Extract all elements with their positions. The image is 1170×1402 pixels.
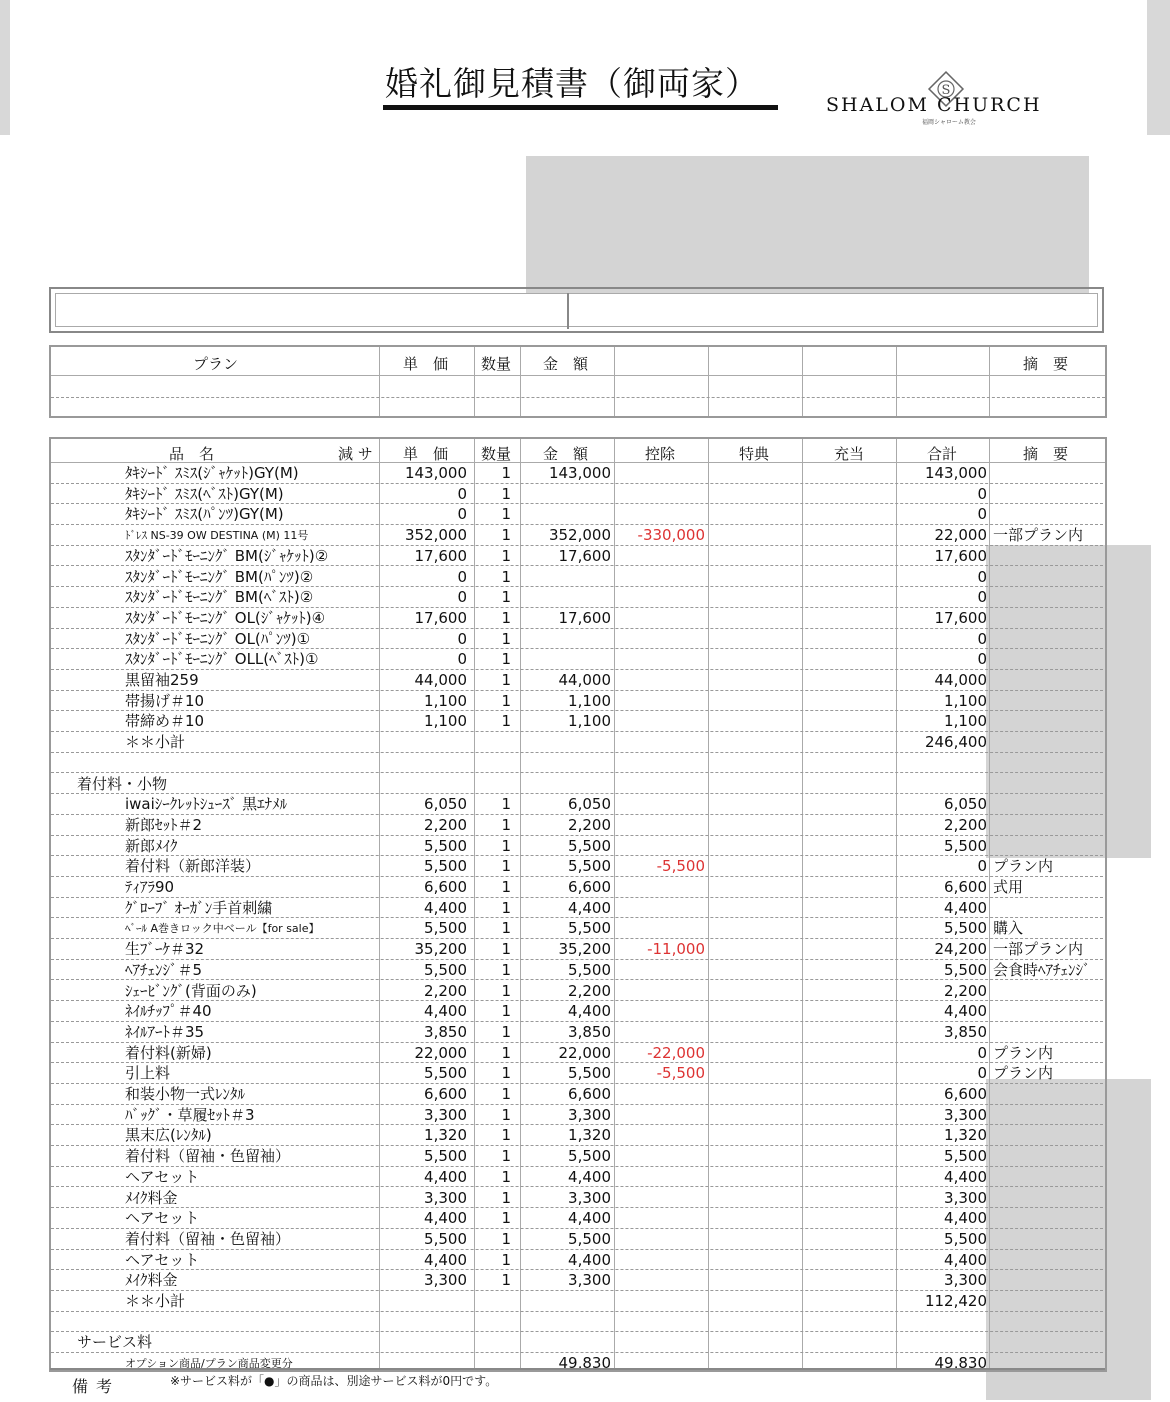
- item-amount: 5,500: [568, 1064, 611, 1083]
- plan-table: [49, 345, 1107, 418]
- table-row: [51, 1043, 1103, 1064]
- item-amount: 6,600: [568, 878, 611, 896]
- item-name: ﾈｲﾙﾁｯﾌﾟ＃40: [125, 1002, 212, 1021]
- table-row: [51, 1208, 1103, 1229]
- item-name: ｸﾞﾛｰﾌﾞ ｵｰｶﾞﾝ手首刺繍: [125, 898, 273, 917]
- item-total: 0: [977, 650, 987, 669]
- item-unit-price: 22,000: [414, 1043, 467, 1062]
- item-quantity: 1: [501, 650, 511, 669]
- item-quantity: 1: [501, 1126, 511, 1145]
- item-total: 6,600: [944, 878, 987, 896]
- item-deduction: -330,000: [637, 526, 705, 545]
- item-quantity: 1: [501, 1022, 511, 1041]
- table-row: [51, 939, 1103, 960]
- item-total: 0: [977, 505, 987, 524]
- item-amount: 5,500: [568, 857, 611, 876]
- item-deduction: -22,000: [647, 1043, 705, 1062]
- item-quantity: 1: [501, 815, 511, 834]
- table-row: [51, 525, 1103, 546]
- remarks-label: 備考: [72, 1377, 121, 1396]
- item-total: 49,830: [934, 1354, 987, 1372]
- item-total: 24,200: [934, 940, 987, 959]
- scan-edge-right: [1147, 0, 1170, 135]
- table-row: [51, 649, 1103, 670]
- table-row: [51, 691, 1103, 712]
- table-row: [51, 794, 1103, 815]
- table-row: [51, 567, 1103, 588]
- item-unit-price: 4,400: [424, 1002, 467, 1021]
- item-unit-price: 3,300: [424, 1105, 467, 1124]
- blank-area: [0, 135, 10, 290]
- item-total: 17,600: [934, 546, 987, 565]
- table-row: [51, 1229, 1103, 1250]
- item-unit-price: 1,100: [424, 712, 467, 731]
- item-total: 246,400: [924, 733, 987, 752]
- table-row: [51, 1291, 1103, 1312]
- item-name: 生ﾌﾞｰｹ＃32: [125, 940, 205, 959]
- item-name: ﾍﾞｰﾙ A巻きロック中ベール【for sale】: [125, 922, 320, 936]
- item-name: オプション商品/プラン商品変更分: [125, 1357, 293, 1371]
- item-quantity: 1: [501, 1271, 511, 1290]
- item-name: 新郎ﾒｲｸ: [125, 836, 178, 855]
- item-total: 3,300: [944, 1188, 987, 1207]
- table-row: [51, 670, 1103, 691]
- item-quantity: 1: [501, 1085, 511, 1103]
- item-unit-price: 44,000: [414, 671, 467, 689]
- item-unit-price: 1,320: [424, 1126, 467, 1145]
- item-name: 引上料: [125, 1064, 171, 1083]
- item-name: ｽﾀﾝﾀﾞｰﾄﾞﾓｰﾆﾝｸﾞ BM(ｼﾞｬｹｯﾄ)②: [125, 546, 329, 565]
- item-amount: 17,600: [558, 546, 611, 565]
- item-unit-price: 17,600: [414, 608, 467, 627]
- item-quantity: 1: [501, 567, 511, 586]
- table-row: [51, 711, 1103, 732]
- table-row: [51, 1250, 1103, 1271]
- item-unit-price: 0: [457, 505, 467, 524]
- remarks-text: ※サービス料が「●」の商品は、別途サービス料が0円です。: [170, 1374, 498, 1388]
- item-total: 4,400: [944, 1002, 987, 1021]
- item-unit-price: 143,000: [404, 464, 467, 482]
- item-unit-price: 2,200: [424, 981, 467, 1000]
- item-name: 新郎ｾｯﾄ＃2: [125, 815, 203, 834]
- item-quantity: 1: [501, 836, 511, 855]
- item-name: ﾍｱﾁｪﾝｼﾞ＃5: [125, 960, 203, 979]
- item-unit-price: 6,600: [424, 1085, 467, 1103]
- item-total: 5,500: [944, 1147, 987, 1166]
- item-amount: 3,300: [568, 1105, 611, 1124]
- item-total: 2,200: [944, 981, 987, 1000]
- item-total: 4,400: [944, 1209, 987, 1228]
- item-total: 1,100: [944, 712, 987, 731]
- item-quantity: 1: [501, 919, 511, 938]
- table-row: [51, 1167, 1103, 1188]
- item-quantity: 1: [501, 1147, 511, 1166]
- item-unit-price: 35,200: [414, 940, 467, 959]
- item-unit-price: 352,000: [404, 526, 467, 545]
- item-quantity: 1: [501, 484, 511, 503]
- item-unit-price: 5,500: [424, 857, 467, 876]
- item-amount: 17,600: [558, 608, 611, 627]
- item-quantity: 1: [501, 960, 511, 979]
- item-unit-price: 0: [457, 588, 467, 607]
- item-unit-price: 3,300: [424, 1188, 467, 1207]
- table-row: [51, 877, 1103, 898]
- item-quantity: 1: [501, 940, 511, 959]
- plan-header-qty: 数量: [481, 355, 512, 373]
- item-quantity: 1: [501, 1167, 511, 1186]
- item-quantity: 1: [501, 691, 511, 710]
- item-amount: 2,200: [568, 815, 611, 834]
- item-total: 5,500: [944, 1229, 987, 1248]
- items-header-price: 単 価: [403, 445, 449, 463]
- table-row: [51, 1312, 1103, 1333]
- item-total: 22,000: [934, 526, 987, 545]
- item-name: サービス料: [77, 1333, 153, 1352]
- table-row: [51, 608, 1103, 629]
- plan-header-plan: プラン: [193, 355, 239, 373]
- table-row: [51, 1001, 1103, 1022]
- items-header-name: 品 名: [169, 445, 215, 463]
- table-row: [51, 815, 1103, 836]
- item-unit-price: 0: [457, 629, 467, 648]
- item-name: 着付料(新婦): [125, 1043, 212, 1062]
- title-underline: [383, 105, 778, 110]
- item-amount: 44,000: [558, 671, 611, 689]
- item-name: ﾀｷｼｰﾄﾞ ｽﾐｽ(ﾊﾟﾝﾂ)GY(M): [125, 505, 284, 524]
- item-name: ﾊﾞｯｸﾞ・草履ｾｯﾄ＃3: [125, 1105, 255, 1124]
- items-header-deduction: 控除: [645, 445, 676, 463]
- item-amount: 3,300: [568, 1271, 611, 1290]
- item-name: 着付料・小物: [77, 774, 168, 793]
- items-header-reduce: 減 サ: [338, 445, 373, 463]
- item-total: 143,000: [924, 464, 987, 482]
- table-row: [51, 546, 1103, 567]
- item-unit-price: 3,850: [424, 1022, 467, 1041]
- item-name: ﾒｲｸ料金: [125, 1188, 178, 1207]
- item-quantity: 1: [501, 608, 511, 627]
- item-total: 0: [977, 629, 987, 648]
- item-unit-price: 2,200: [424, 815, 467, 834]
- item-name: ﾃｨｱﾗ90: [125, 878, 175, 896]
- table-row: [51, 1022, 1103, 1043]
- item-quantity: 1: [501, 1188, 511, 1207]
- item-unit-price: 5,500: [424, 919, 467, 938]
- item-unit-price: 17,600: [414, 546, 467, 565]
- table-row: [51, 504, 1103, 525]
- table-row: [51, 981, 1103, 1002]
- item-name: ﾀｷｼｰﾄﾞ ｽﾐｽ(ﾍﾞｽﾄ)GY(M): [125, 484, 284, 503]
- item-note: 一部プラン内: [993, 526, 1084, 545]
- item-amount: 3,850: [568, 1022, 611, 1041]
- item-note: プラン内: [993, 857, 1054, 876]
- item-unit-price: 0: [457, 484, 467, 503]
- item-amount: 22,000: [558, 1043, 611, 1062]
- item-quantity: 1: [501, 898, 511, 917]
- item-unit-price: 1,100: [424, 691, 467, 710]
- item-unit-price: 6,600: [424, 878, 467, 896]
- item-name: ヘアセット: [125, 1167, 200, 1186]
- item-amount: 6,050: [568, 795, 611, 814]
- item-quantity: 1: [501, 712, 511, 731]
- table-row: [51, 1146, 1103, 1167]
- table-row: [51, 1105, 1103, 1126]
- item-name: ﾒｲｸ料金: [125, 1271, 178, 1290]
- item-name: 帯揚げ＃10: [125, 691, 205, 710]
- item-quantity: 1: [501, 981, 511, 1000]
- item-name: ｽﾀﾝﾀﾞｰﾄﾞﾓｰﾆﾝｸﾞ OL(ﾊﾟﾝﾂ)①: [125, 629, 311, 648]
- table-row: [51, 898, 1103, 919]
- item-unit-price: 4,400: [424, 1250, 467, 1269]
- table-row: [51, 629, 1103, 650]
- item-total: 3,300: [944, 1105, 987, 1124]
- item-unit-price: 4,400: [424, 1167, 467, 1186]
- items-header-note: 摘 要: [1023, 445, 1069, 463]
- item-name: iwaiｼｰｸﾚｯﾄｼｭｰｽﾞ 黒ｴﾅﾒﾙ: [125, 795, 288, 814]
- item-amount: 4,400: [568, 1250, 611, 1269]
- remarks-row: [50, 1368, 1105, 1402]
- table-row: [51, 587, 1103, 608]
- item-unit-price: 4,400: [424, 898, 467, 917]
- items-header-benefit: 特典: [739, 445, 770, 463]
- items-header-amount: 金 額: [543, 445, 589, 463]
- item-unit-price: 6,050: [424, 795, 467, 814]
- table-row: [51, 1332, 1103, 1353]
- item-total: 6,600: [944, 1085, 987, 1103]
- logo-text: SHALOM CHURCH: [826, 94, 1042, 116]
- item-total: 3,300: [944, 1271, 987, 1290]
- item-quantity: 1: [501, 1250, 511, 1269]
- item-name: ﾈｲﾙｱｰﾄ＃35: [125, 1022, 205, 1041]
- item-name: 黒末広(ﾚﾝﾀﾙ): [125, 1126, 212, 1145]
- items-header-allocation: 充当: [834, 445, 865, 463]
- item-amount: 4,400: [568, 1209, 611, 1228]
- table-row: [51, 856, 1103, 877]
- logo-subtext: 福岡シャローム教会: [922, 119, 976, 126]
- item-name: 帯締め＃10: [125, 712, 205, 731]
- logo-mark-letter: S: [941, 83, 951, 98]
- item-unit-price: 0: [457, 567, 467, 586]
- items-header-qty: 数量: [481, 445, 512, 463]
- table-row: [51, 1188, 1103, 1209]
- plan-header-amount: 金 額: [543, 355, 589, 373]
- item-name: 着付料（留袖・色留袖）: [125, 1147, 291, 1166]
- item-total: 44,000: [934, 671, 987, 689]
- table-row: [51, 918, 1103, 939]
- table-row: [51, 836, 1103, 857]
- item-amount: 4,400: [568, 1002, 611, 1021]
- item-name: ﾄﾞﾚｽ NS-39 OW DESTINA (M) 11号: [125, 529, 309, 543]
- item-name: 和装小物一式ﾚﾝﾀﾙ: [125, 1085, 246, 1103]
- table-row: [51, 1125, 1103, 1146]
- document-title: 婚礼御見積書（御両家）: [385, 64, 759, 103]
- item-name: 黒留袖259: [125, 671, 199, 689]
- item-total: 3,850: [944, 1022, 987, 1041]
- table-row: [51, 774, 1103, 795]
- item-quantity: 1: [501, 526, 511, 545]
- item-amount: 5,500: [568, 1229, 611, 1248]
- item-amount: 5,500: [568, 960, 611, 979]
- table-row: [51, 960, 1103, 981]
- item-note: 会食時ﾍｱﾁｪﾝｼﾞ: [993, 960, 1091, 979]
- item-note: プラン内: [993, 1064, 1054, 1083]
- item-name: ＊＊小計: [125, 733, 186, 752]
- item-name: ヘアセット: [125, 1250, 200, 1269]
- item-total: 4,400: [944, 898, 987, 917]
- item-quantity: 1: [501, 671, 511, 689]
- item-amount: 352,000: [548, 526, 611, 545]
- item-total: 0: [977, 588, 987, 607]
- item-quantity: 1: [501, 546, 511, 565]
- item-amount: 3,300: [568, 1188, 611, 1207]
- item-unit-price: 4,400: [424, 1209, 467, 1228]
- item-deduction: -5,500: [656, 857, 705, 876]
- scan-edge-left: [0, 0, 10, 135]
- item-amount: 1,100: [568, 691, 611, 710]
- item-amount: 143,000: [548, 464, 611, 482]
- item-quantity: 1: [501, 1229, 511, 1248]
- item-name: ｼｪｰﾋﾞﾝｸﾞ(背面のみ): [125, 981, 257, 1000]
- table-row: [51, 484, 1103, 505]
- item-quantity: 1: [501, 1105, 511, 1124]
- item-total: 5,500: [944, 836, 987, 855]
- item-amount: 2,200: [568, 981, 611, 1000]
- item-amount: 5,500: [568, 1147, 611, 1166]
- table-row: [51, 463, 1103, 484]
- item-note: 式用: [993, 878, 1024, 896]
- table-row: [51, 1270, 1103, 1291]
- item-name: ｽﾀﾝﾀﾞｰﾄﾞﾓｰﾆﾝｸﾞ OLL(ﾍﾞｽﾄ)①: [125, 650, 319, 669]
- table-row: [51, 753, 1103, 774]
- item-quantity: 1: [501, 1002, 511, 1021]
- plan-header-note: 摘 要: [1023, 355, 1069, 373]
- item-note: プラン内: [993, 1043, 1054, 1062]
- item-quantity: 1: [501, 1064, 511, 1083]
- item-name: ヘアセット: [125, 1209, 200, 1228]
- items-header-total: 合計: [927, 445, 958, 463]
- item-name: ＊＊小計: [125, 1292, 186, 1310]
- item-name: 着付料（留袖・色留袖）: [125, 1229, 291, 1248]
- item-total: 17,600: [934, 608, 987, 627]
- item-amount: 35,200: [558, 940, 611, 959]
- item-unit-price: 3,300: [424, 1271, 467, 1290]
- item-amount: 49,830: [558, 1354, 611, 1372]
- item-deduction: -5,500: [656, 1064, 705, 1083]
- item-quantity: 1: [501, 464, 511, 482]
- item-unit-price: 5,500: [424, 836, 467, 855]
- item-amount: 4,400: [568, 1167, 611, 1186]
- item-quantity: 1: [501, 505, 511, 524]
- item-name: ｽﾀﾝﾀﾞｰﾄﾞﾓｰﾆﾝｸﾞ OL(ｼﾞｬｹｯﾄ)④: [125, 608, 326, 627]
- redaction-block: [526, 156, 1089, 294]
- item-quantity: 1: [501, 629, 511, 648]
- item-total: 4,400: [944, 1167, 987, 1186]
- item-amount: 5,500: [568, 836, 611, 855]
- item-note: 購入: [993, 919, 1024, 938]
- item-name: ｽﾀﾝﾀﾞｰﾄﾞﾓｰﾆﾝｸﾞ BM(ﾊﾟﾝﾂ)②: [125, 567, 314, 586]
- item-unit-price: 0: [457, 650, 467, 669]
- item-amount: 5,500: [568, 919, 611, 938]
- item-name: ｽﾀﾝﾀﾞｰﾄﾞﾓｰﾆﾝｸﾞ BM(ﾍﾞｽﾄ)②: [125, 588, 314, 607]
- item-unit-price: 5,500: [424, 1064, 467, 1083]
- item-total: 5,500: [944, 960, 987, 979]
- item-total: 0: [977, 857, 987, 876]
- item-total: 5,500: [944, 919, 987, 938]
- address-box: [49, 287, 1104, 333]
- item-amount: 1,100: [568, 712, 611, 731]
- item-total: 0: [977, 1064, 987, 1083]
- item-unit-price: 5,500: [424, 1229, 467, 1248]
- item-unit-price: 5,500: [424, 960, 467, 979]
- items-table: [49, 437, 1107, 1372]
- item-note: 一部プラン内: [993, 940, 1084, 959]
- item-total: 1,320: [944, 1126, 987, 1145]
- item-unit-price: 5,500: [424, 1147, 467, 1166]
- item-deduction: -11,000: [647, 940, 705, 959]
- item-name: 着付料（新郎洋装）: [125, 857, 261, 876]
- item-quantity: 1: [501, 588, 511, 607]
- item-quantity: 1: [501, 878, 511, 896]
- item-amount: 1,320: [568, 1126, 611, 1145]
- item-amount: 6,600: [568, 1085, 611, 1103]
- table-row: [51, 732, 1103, 753]
- table-row: [51, 1063, 1103, 1084]
- item-total: 0: [977, 1043, 987, 1062]
- item-total: 1,100: [944, 691, 987, 710]
- item-quantity: 1: [501, 1043, 511, 1062]
- item-name: ﾀｷｼｰﾄﾞ ｽﾐｽ(ｼﾞｬｹｯﾄ)GY(M): [125, 464, 299, 482]
- item-quantity: 1: [501, 1209, 511, 1228]
- item-total: 112,420: [924, 1292, 987, 1310]
- plan-header-price: 単 価: [403, 355, 449, 373]
- item-amount: 4,400: [568, 898, 611, 917]
- item-total: 0: [977, 567, 987, 586]
- item-total: 0: [977, 484, 987, 503]
- item-total: 4,400: [944, 1250, 987, 1269]
- item-total: 2,200: [944, 815, 987, 834]
- item-quantity: 1: [501, 857, 511, 876]
- item-quantity: 1: [501, 795, 511, 814]
- table-row: [51, 1084, 1103, 1105]
- item-total: 6,050: [944, 795, 987, 814]
